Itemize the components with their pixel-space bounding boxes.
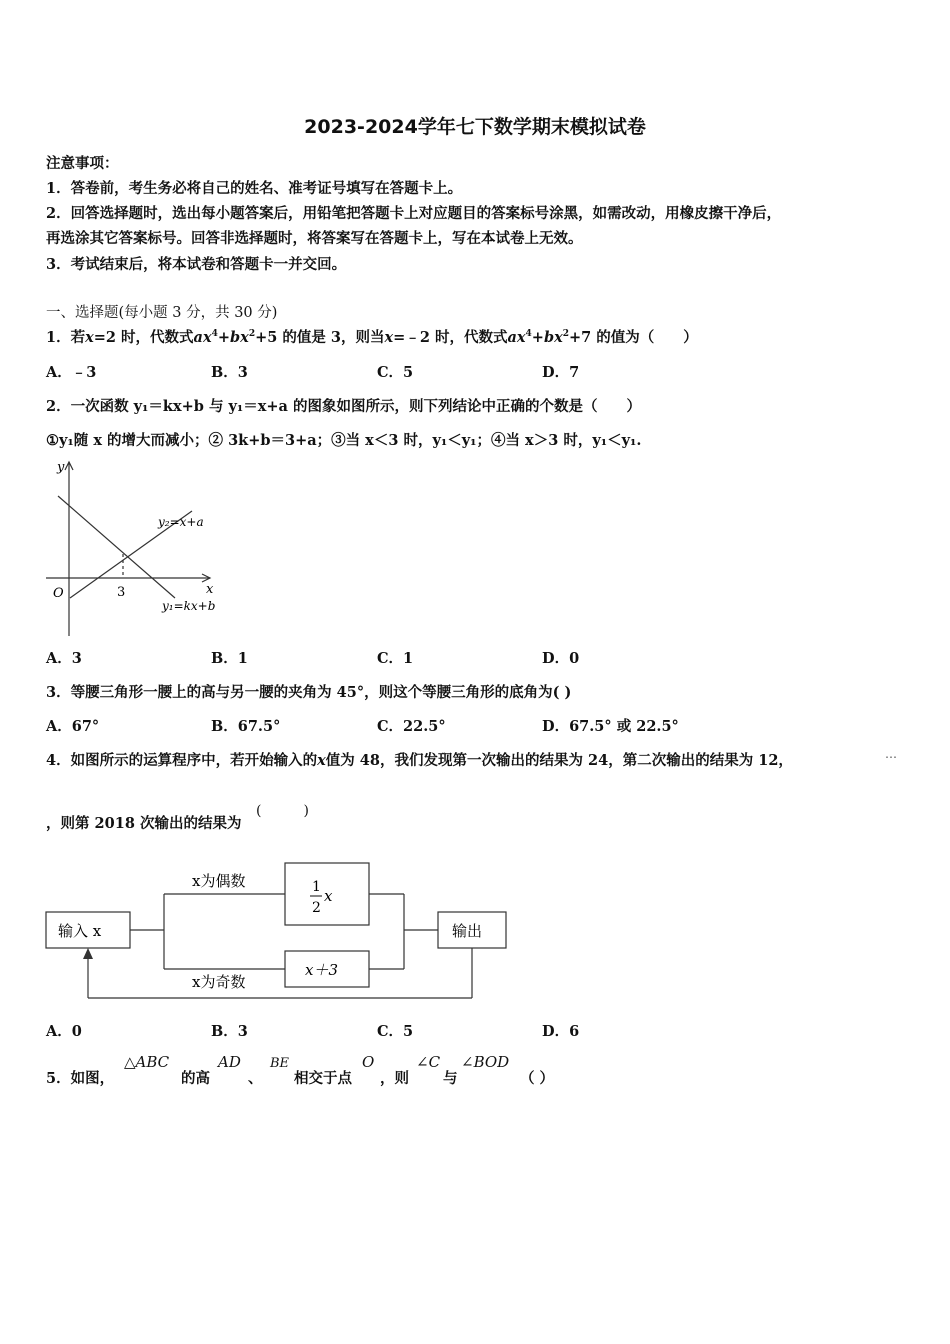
q1-option-c[interactable]: C．5 — [377, 364, 414, 381]
origin-label: O — [53, 586, 64, 601]
q5-text: 、 — [248, 1070, 263, 1087]
q1-var: x — [85, 329, 94, 346]
q3-option-c[interactable]: C．22.5° — [377, 718, 446, 735]
notice-heading: 注意事项： — [46, 155, 119, 172]
y-axis-label: y — [57, 460, 65, 475]
even-label: x为偶数 — [192, 872, 246, 890]
tick-label-3: 3 — [117, 585, 126, 600]
linear-function-graph — [40, 456, 240, 641]
segment-be: BE — [270, 1056, 290, 1071]
q1-text: =2 时，代数式 — [93, 329, 194, 346]
q1-term: bx — [543, 329, 563, 346]
q1-exp: 2 — [248, 329, 256, 340]
angle-bod: ∠BOD — [461, 1053, 510, 1071]
angle-c: ∠C — [416, 1053, 441, 1071]
triangle-abc: △ABC — [124, 1053, 170, 1071]
question-2-stem: 2．一次函数 y₁＝kx+b 与 y₁＝x+a 的图象如图所示，则下列结论中正确的个数是（ ） — [46, 398, 641, 415]
q5-text: 相交于点 — [294, 1070, 352, 1087]
q4-option-a[interactable]: A．0 — [46, 1023, 82, 1040]
q4-text: 值为 48，我们发现第一次输出的结果为 24，第二次输出的结果为 12， — [325, 752, 793, 769]
question-4-stem — [46, 749, 793, 770]
q1-option-b[interactable]: B．3 — [211, 364, 248, 381]
q3-option-b[interactable]: B．67.5° — [211, 718, 281, 735]
q1-text: =﹣2 时，代数式 — [393, 329, 508, 346]
line-y1 — [58, 496, 175, 598]
q1-text: +5 的值是 3，则当 — [255, 329, 385, 346]
line-y1-label: y₁=kx+b — [162, 599, 216, 613]
q1-var: x — [384, 329, 394, 346]
q1-plus: + — [217, 329, 231, 346]
q5-text: ，则 — [380, 1070, 409, 1087]
q4-answer-paren: ( ) — [256, 803, 309, 819]
half-denominator: 2 — [312, 900, 321, 916]
q4-option-c[interactable]: C．5 — [377, 1023, 414, 1040]
q1-exp: 4 — [211, 329, 218, 340]
half-numerator: 1 — [312, 879, 321, 895]
q1-option-d[interactable]: D．7 — [542, 364, 580, 381]
q4-var: x — [317, 752, 326, 769]
flowchart — [40, 855, 515, 1010]
q2-option-d[interactable]: D．0 — [542, 650, 580, 667]
notice-item-3: 3．考试结束后，将本试卷和答题卡一并交回。 — [46, 256, 347, 273]
q1-num: 1．若 — [46, 329, 86, 346]
question-5-stem-prefix: 5．如图， — [46, 1070, 115, 1087]
section-heading: 一、选择题(每小题 3 分，共 30 分) — [46, 305, 278, 321]
q4-ellipsis: … — [885, 747, 897, 761]
point-o: O — [362, 1053, 375, 1071]
segment-ad: AD — [218, 1053, 241, 1071]
q4-option-b[interactable]: B．3 — [211, 1023, 248, 1040]
question-3-stem: 3．等腰三角形一腰上的高与另一腰的夹角为 45°，则这个等腰三角形的底角为( ) — [46, 684, 572, 701]
notice-item-1: 1．答卷前，考生务必将自己的姓名、准考证号填写在答题卡上。 — [46, 180, 463, 197]
q1-term: ax — [193, 329, 212, 346]
q1-option-a[interactable]: A．﹣3 — [46, 364, 97, 381]
q2-option-c[interactable]: C．1 — [377, 650, 414, 667]
question-1-stem — [46, 326, 698, 347]
q4-text: 4．如图所示的运算程序中，若开始输入的 — [46, 752, 318, 769]
q4-option-d[interactable]: D．6 — [542, 1023, 580, 1040]
return-arrow-icon — [83, 948, 93, 959]
q5-text: 的高 — [181, 1070, 210, 1087]
line-y2-label: y₂=x+a — [158, 515, 204, 529]
plus3-label: x＋3 — [305, 961, 339, 979]
notice-item-2: 2．回答选择题时，选出每小题答案后，用铅笔把答题卡上对应题目的答案标号涂黑，如需改动，用橡皮擦干净后， — [46, 205, 782, 222]
question-2-conclusions: ①y₁随 x 的增大而减小；② 3k+b＝3+a；③当 x＜3 时，y₁＜y₁；④当 x＞3 时，y₁＜y₁. — [46, 432, 642, 449]
q2-option-a[interactable]: A．3 — [46, 650, 82, 667]
output-label: 输出 — [452, 922, 483, 940]
q1-plus: + — [531, 329, 544, 346]
q1-term: bx — [230, 329, 249, 346]
input-label: 输入 x — [58, 922, 102, 940]
notice-item-2-cont: 再选涂其它答案标号。回答非选择题时，将答案写在答题卡上，写在本试卷上无效。 — [46, 230, 583, 247]
q1-exp: 4 — [525, 329, 532, 340]
q3-option-a[interactable]: A．67° — [46, 718, 100, 735]
q3-option-d[interactable]: D．67.5° 或 22.5° — [542, 718, 679, 735]
page-title: 2023-2024学年七下数学期末模拟试卷 — [304, 116, 646, 138]
q1-exp: 2 — [562, 329, 569, 340]
question-4-stem-cont: ，则第 2018 次输出的结果为 — [46, 815, 242, 832]
q5-text: 与 — [443, 1070, 458, 1087]
odd-label: x为奇数 — [192, 973, 246, 991]
half-variable: x — [324, 887, 333, 905]
q2-option-b[interactable]: B．1 — [211, 650, 248, 667]
q5-answer-paren: （ ） — [520, 1070, 555, 1087]
q1-term: ax — [507, 329, 526, 346]
q1-text: +7 的值为（ ） — [569, 329, 698, 346]
x-axis-label: x — [206, 582, 214, 597]
